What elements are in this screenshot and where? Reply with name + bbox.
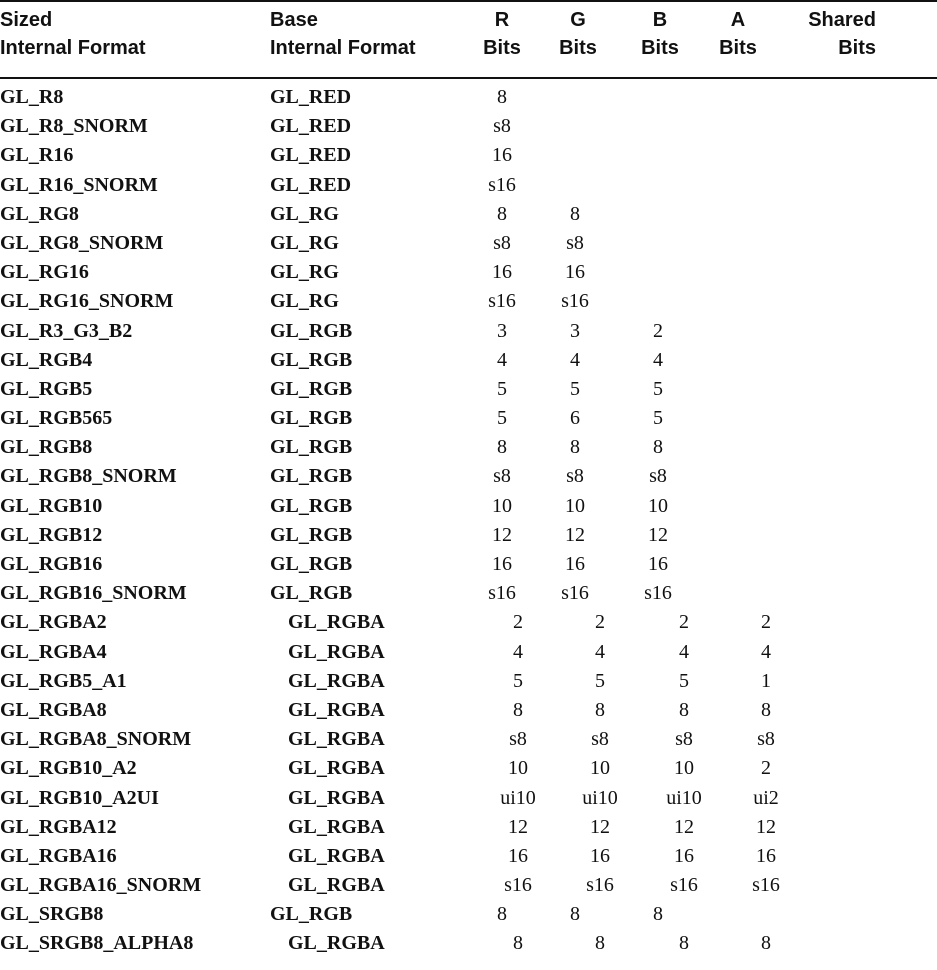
cell-r-bits: 5 (497, 377, 507, 400)
cell-base-format: GL_RG (270, 261, 339, 284)
cell-r-bits: s16 (504, 874, 532, 897)
cell-sized-format: GL_RG16_SNORM (0, 290, 174, 313)
cell-b-bits: 4 (653, 348, 663, 371)
cell-r-bits: 8 (497, 202, 507, 225)
cell-g-bits: 8 (595, 932, 605, 955)
cell-g-bits: 2 (595, 611, 605, 634)
table-row (0, 229, 937, 258)
cell-base-format: GL_RGBA (288, 698, 385, 721)
cell-sized-format: GL_RGB565 (0, 407, 113, 430)
cell-g-bits: s16 (561, 290, 589, 313)
cell-b-bits: 12 (648, 523, 668, 546)
cell-base-format: GL_RGBA (288, 874, 385, 897)
cell-a-bits: 8 (761, 932, 771, 955)
cell-a-bits: 1 (761, 669, 771, 692)
header-r-line1: R (494, 9, 510, 31)
cell-base-format: GL_RG (270, 202, 339, 225)
header-sized-line1: Sized (0, 9, 53, 31)
header-base-line1: Base (270, 9, 318, 31)
cell-g-bits: 5 (570, 377, 580, 400)
cell-g-bits: 10 (590, 757, 610, 780)
table-row (0, 287, 937, 316)
cell-r-bits: 16 (492, 553, 512, 575)
cell-b-bits: 4 (679, 640, 689, 663)
cell-r-bits: s8 (493, 231, 511, 254)
cell-sized-format: GL_RGB12 (0, 523, 103, 546)
cell-b-bits: 12 (674, 815, 694, 838)
cell-sized-format: GL_R8 (0, 86, 64, 108)
cell-r-bits: 8 (497, 86, 507, 108)
table-row (0, 492, 937, 521)
cell-r-bits: 10 (508, 757, 528, 780)
table-row (0, 112, 937, 141)
table-row (0, 433, 937, 462)
cell-b-bits: 16 (648, 553, 668, 575)
cell-sized-format: GL_RG8 (0, 202, 79, 225)
table-row (0, 754, 937, 783)
header-sized-internal-format (0, 6, 146, 62)
cell-r-bits: ui10 (500, 786, 536, 809)
cell-r-bits: 4 (513, 640, 523, 663)
cell-a-bits: 2 (761, 757, 771, 780)
cell-a-bits: s8 (757, 728, 775, 751)
table-row (0, 638, 937, 667)
cell-base-format: GL_RGB (270, 407, 353, 430)
cell-g-bits: 3 (570, 319, 580, 342)
cell-base-format: GL_RG (270, 231, 339, 254)
table-row (0, 375, 937, 404)
cell-r-bits: s16 (488, 290, 516, 313)
header-rule (0, 77, 937, 79)
cell-sized-format: GL_RGB8_SNORM (0, 465, 177, 488)
table-row (0, 346, 937, 375)
header-b-line1: B (652, 9, 668, 31)
table-row (0, 171, 937, 200)
cell-base-format: GL_RGBA (288, 611, 385, 634)
cell-b-bits: 5 (653, 407, 663, 430)
header-b-line2: Bits (641, 37, 679, 59)
table-row (0, 608, 937, 637)
cell-sized-format: GL_RGBA16 (0, 844, 117, 867)
table-row (0, 200, 937, 229)
cell-sized-format: GL_R3_G3_B2 (0, 319, 133, 342)
header-sized-line2: Internal Format (0, 37, 146, 59)
cell-g-bits: s8 (566, 231, 584, 254)
cell-sized-format: GL_RGBA12 (0, 815, 117, 838)
cell-g-bits: 4 (570, 348, 580, 371)
table-row (0, 871, 937, 900)
cell-base-format: GL_RED (270, 115, 352, 138)
cell-base-format: GL_RGB (270, 523, 353, 546)
cell-g-bits: 8 (570, 202, 580, 225)
table-row (0, 725, 937, 754)
cell-g-bits: ui10 (582, 786, 618, 809)
header-b-bits (630, 6, 690, 62)
table-row (0, 141, 937, 170)
cell-sized-format: GL_RGB5_A1 (0, 669, 127, 692)
header-r-bits (472, 6, 532, 62)
cell-r-bits: 5 (497, 407, 507, 430)
header-a-line2: Bits (719, 37, 757, 59)
cell-r-bits: 2 (513, 611, 523, 634)
cell-base-format: GL_RGB (270, 436, 353, 459)
cell-b-bits: 10 (648, 494, 668, 517)
header-shared-bits (790, 6, 876, 62)
cell-b-bits: 8 (653, 436, 663, 459)
cell-a-bits: s16 (752, 874, 780, 897)
cell-g-bits: 8 (595, 698, 605, 721)
table-row (0, 462, 937, 491)
cell-sized-format: GL_RGB16 (0, 553, 103, 575)
cell-b-bits: 2 (679, 611, 689, 634)
cell-a-bits: 2 (761, 611, 771, 634)
cell-b-bits: 2 (653, 319, 663, 342)
cell-sized-format: GL_RG16 (0, 261, 89, 284)
cell-a-bits: 16 (756, 844, 776, 867)
table-row (0, 258, 937, 287)
cell-base-format: GL_RGBA (288, 757, 385, 780)
header-shared-line2: Bits (838, 37, 876, 59)
cell-sized-format: GL_RGBA8_SNORM (0, 728, 192, 751)
cell-r-bits: s16 (488, 582, 516, 605)
cell-base-format: GL_RGB (270, 465, 353, 488)
table-header (0, 0, 937, 76)
cell-base-format: GL_RED (270, 144, 352, 167)
cell-g-bits: 8 (570, 903, 580, 926)
cell-r-bits: 8 (497, 436, 507, 459)
cell-b-bits: 8 (679, 698, 689, 721)
cell-base-format: GL_RGBA (288, 669, 385, 692)
cell-base-format: GL_RGBA (288, 844, 385, 867)
cell-sized-format: GL_RGB8 (0, 436, 93, 459)
cell-sized-format: GL_R16_SNORM (0, 173, 158, 196)
cell-base-format: GL_RGBA (288, 728, 385, 751)
cell-b-bits: 8 (653, 903, 663, 926)
cell-base-format: GL_RGB (270, 553, 353, 575)
cell-base-format: GL_RG (270, 290, 339, 313)
cell-sized-format: GL_SRGB8 (0, 903, 104, 926)
cell-sized-format: GL_RGBA8 (0, 698, 107, 721)
cell-g-bits: s16 (586, 874, 614, 897)
cell-sized-format: GL_SRGB8_ALPHA8 (0, 932, 194, 955)
table-row (0, 842, 937, 871)
cell-base-format: GL_RGBA (288, 786, 385, 809)
cell-r-bits: 5 (513, 669, 523, 692)
cell-sized-format: GL_RGBA2 (0, 611, 107, 634)
header-base-line2: Internal Format (270, 37, 416, 59)
cell-base-format: GL_RGB (270, 377, 353, 400)
cell-b-bits: ui10 (666, 786, 702, 809)
cell-a-bits: 8 (761, 698, 771, 721)
cell-sized-format: GL_RGB10_A2UI (0, 786, 159, 809)
cell-r-bits: 4 (497, 348, 507, 371)
header-r-line2: Bits (483, 37, 521, 59)
cell-b-bits: s16 (644, 582, 672, 605)
cell-b-bits: 10 (674, 757, 694, 780)
table-row (0, 579, 937, 608)
cell-b-bits: 5 (679, 669, 689, 692)
cell-b-bits: s8 (675, 728, 693, 751)
cell-sized-format: GL_RG8_SNORM (0, 231, 164, 254)
table-row (0, 813, 937, 842)
cell-sized-format: GL_RGB4 (0, 348, 93, 371)
header-g-line1: G (570, 9, 586, 31)
cell-g-bits: s16 (561, 582, 589, 605)
cell-base-format: GL_RGBA (288, 640, 385, 663)
cell-base-format: GL_RGBA (288, 815, 385, 838)
header-shared-line1: Shared (808, 9, 876, 31)
cell-sized-format: GL_RGB16_SNORM (0, 582, 187, 605)
cell-sized-format: GL_RGBA16_SNORM (0, 874, 202, 897)
table-row (0, 900, 937, 929)
cell-b-bits: 16 (674, 844, 694, 867)
cell-g-bits: 6 (570, 407, 580, 430)
header-g-bits (548, 6, 608, 62)
header-g-line2: Bits (559, 37, 597, 59)
cell-g-bits: 16 (565, 261, 585, 284)
cell-base-format: GL_RGB (270, 494, 353, 517)
cell-r-bits: 8 (513, 698, 523, 721)
cell-g-bits: 16 (590, 844, 610, 867)
cell-sized-format: GL_RGB5 (0, 377, 93, 400)
cell-r-bits: 12 (508, 815, 528, 838)
cell-base-format: GL_RED (270, 173, 352, 196)
cell-g-bits: 4 (595, 640, 605, 663)
cell-r-bits: s16 (488, 173, 516, 196)
cell-a-bits: ui2 (753, 786, 779, 809)
cell-sized-format: GL_RGB10 (0, 494, 103, 517)
cell-base-format: GL_RED (270, 86, 352, 108)
cell-sized-format: GL_R8_SNORM (0, 115, 148, 138)
cell-g-bits: s8 (566, 465, 584, 488)
cell-r-bits: 16 (492, 144, 512, 167)
cell-base-format: GL_RGBA (288, 932, 385, 955)
header-a-bits (708, 6, 768, 62)
cell-a-bits: 4 (761, 640, 771, 663)
cell-r-bits: 12 (492, 523, 512, 546)
cell-sized-format: GL_R16 (0, 144, 74, 167)
cell-base-format: GL_RGB (270, 582, 353, 605)
table-row (0, 667, 937, 696)
cell-a-bits: 12 (756, 815, 776, 838)
cell-base-format: GL_RGB (270, 903, 353, 926)
cell-r-bits: 8 (513, 932, 523, 955)
table-row (0, 550, 937, 579)
cell-g-bits: 10 (565, 494, 585, 517)
cell-b-bits: 8 (679, 932, 689, 955)
cell-b-bits: s16 (670, 874, 698, 897)
table-row (0, 784, 937, 813)
table-row (0, 83, 937, 112)
table-row (0, 404, 937, 433)
cell-g-bits: 12 (590, 815, 610, 838)
cell-b-bits: s8 (649, 465, 667, 488)
table-row (0, 317, 937, 346)
cell-r-bits: s8 (493, 115, 511, 138)
cell-g-bits: 8 (570, 436, 580, 459)
cell-r-bits: s8 (493, 465, 511, 488)
cell-g-bits: 12 (565, 523, 585, 546)
cell-sized-format: GL_RGB10_A2 (0, 757, 137, 780)
cell-base-format: GL_RGB (270, 319, 353, 342)
cell-r-bits: 16 (492, 261, 512, 284)
table-body (0, 83, 937, 959)
cell-g-bits: s8 (591, 728, 609, 751)
cell-r-bits: 8 (497, 903, 507, 926)
cell-g-bits: 16 (565, 553, 585, 575)
cell-r-bits: 3 (497, 319, 507, 342)
cell-r-bits: s8 (509, 728, 527, 751)
cell-r-bits: 16 (508, 844, 528, 867)
cell-base-format: GL_RGB (270, 348, 353, 371)
cell-b-bits: 5 (653, 377, 663, 400)
cell-g-bits: 5 (595, 669, 605, 692)
header-a-line1: A (730, 9, 746, 31)
table-row (0, 696, 937, 725)
cell-r-bits: 10 (492, 494, 512, 517)
header-base-internal-format (270, 6, 416, 62)
table-row (0, 929, 937, 958)
cell-sized-format: GL_RGBA4 (0, 640, 107, 663)
table-row (0, 521, 937, 550)
